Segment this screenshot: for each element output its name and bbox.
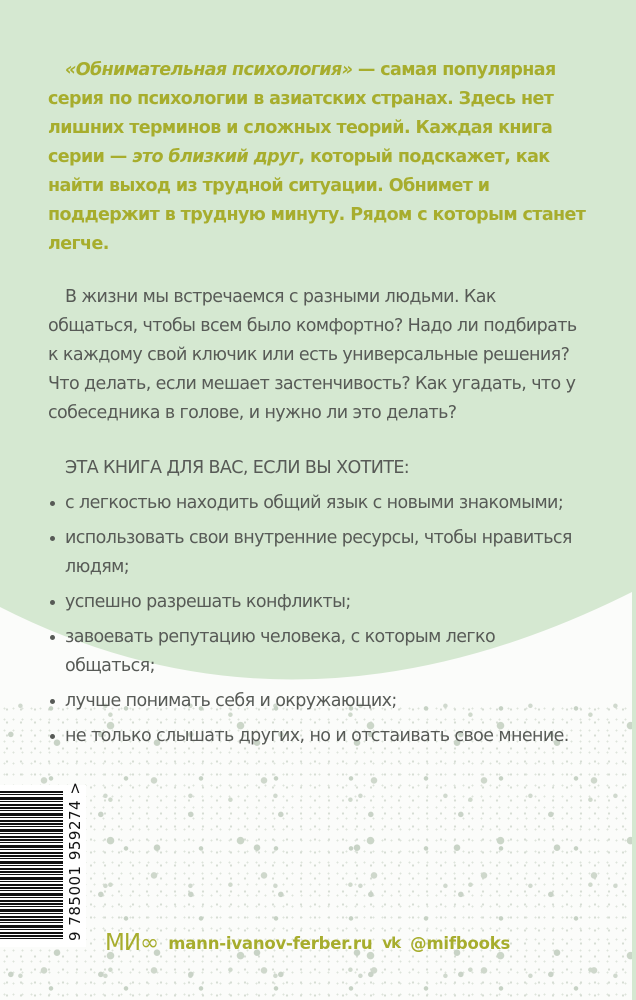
- series-intro: [48, 56, 588, 259]
- website-link[interactable]: mann-ivanov-ferber.ru: [168, 933, 373, 953]
- intro-text: — самая популярная серия по психологии в азиатских странах. Здесь нет лишних терминов и сложных теорий. Каждая книга серии —: [48, 60, 556, 167]
- friend-phrase: это близкий друг: [132, 147, 299, 167]
- list-item: с легкостью находить общий язык с новыми знакомыми;: [48, 489, 588, 518]
- isbn-barcode: [0, 781, 86, 947]
- barcode-digits: 9 785001 959274 >: [66, 781, 84, 941]
- list-item: успешно разрешать конфликты;: [48, 588, 588, 617]
- description-paragraph: В жизни мы встречаемся с разными людьми. Как общаться, чтобы всем было комфортно? Надо ли подбирать к каждому свой ключик или есть универсальные решения? Что делать, если мешает застенчивость? Как угадать, что у собеседника в голове, и нужно ли это делать?: [48, 287, 577, 423]
- benefits-list: [48, 489, 588, 751]
- list-item: лучше понимать себя и окружающих;: [48, 687, 588, 716]
- barcode-bars: [0, 791, 63, 939]
- list-item: завоевать репутацию человека, с которым легко общаться;: [48, 623, 588, 681]
- intro-text-end: , который подскажет, как найти выход из трудной ситуации. Обнимет и поддержит в трудную минуту. Рядом с которым станет легче.: [48, 147, 586, 254]
- list-item: не только слышать других, но и отстаивать свое мнение.: [48, 722, 588, 751]
- social-handle[interactable]: @mifbooks: [410, 933, 511, 953]
- benefits-heading: ЭТА КНИГА ДЛЯ ВАС, ЕСЛИ ВЫ ХОТИТЕ:: [65, 458, 410, 478]
- series-title: «Обнимательная психология»: [65, 60, 353, 80]
- back-cover-text: [48, 56, 588, 751]
- vk-icon[interactable]: vk: [382, 934, 401, 952]
- list-item: использовать свои внутренние ресурсы, чтобы нравиться людям;: [48, 524, 588, 582]
- spine-strip: [632, 0, 636, 1000]
- publisher-footer: [105, 930, 510, 956]
- publisher-logo: МИ∞: [105, 930, 159, 956]
